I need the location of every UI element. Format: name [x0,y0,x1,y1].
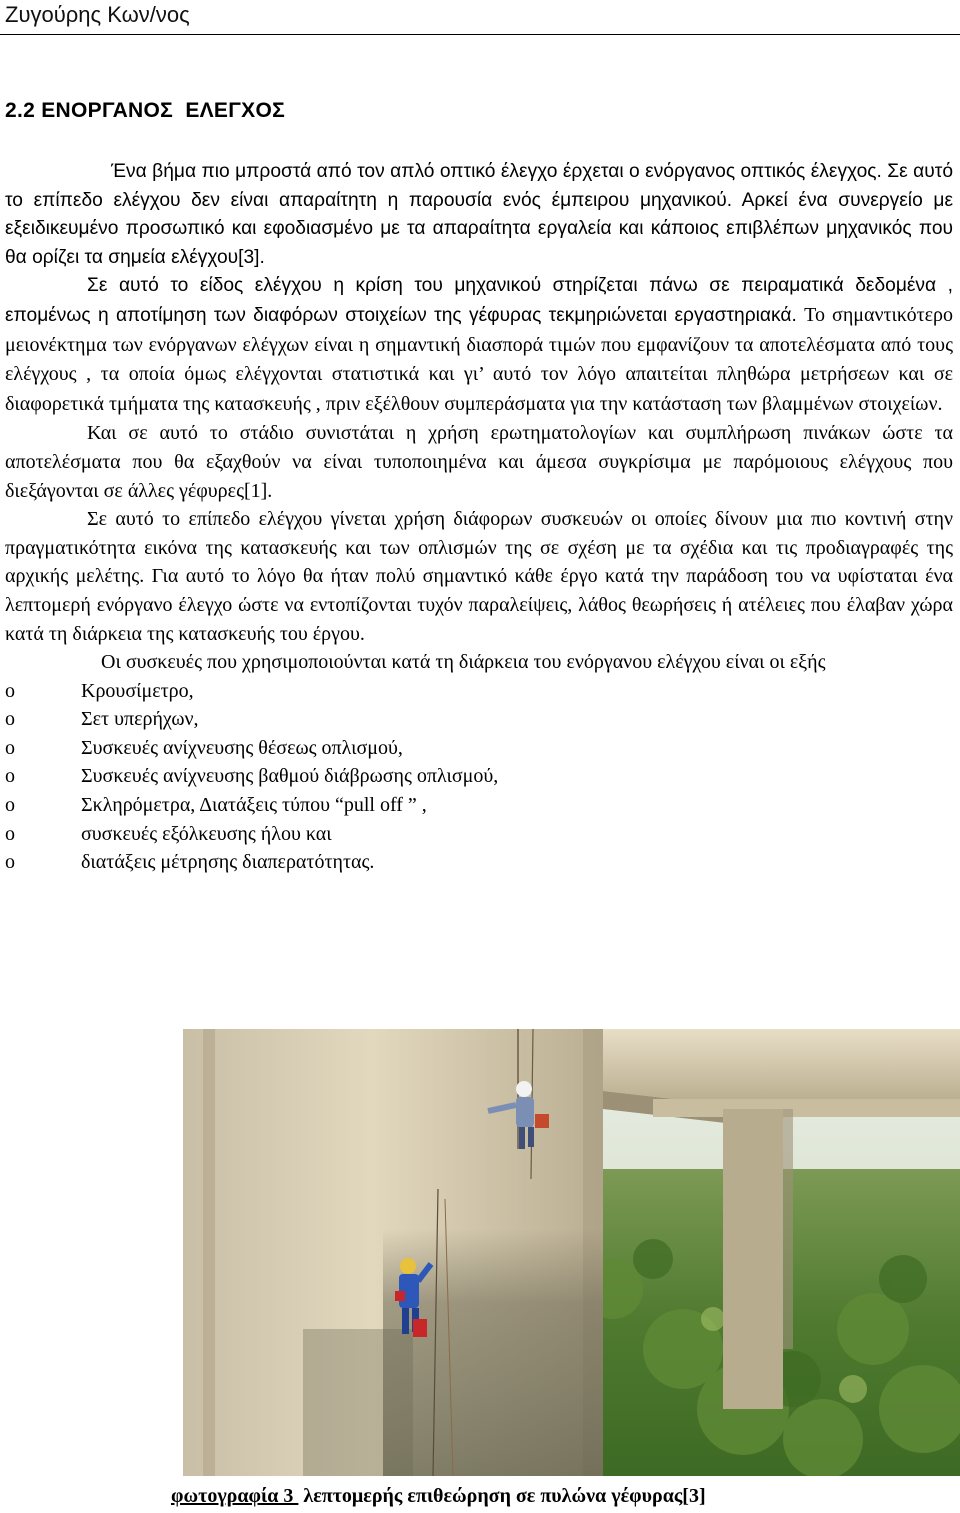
list-bullet: o [5,736,15,759]
list-item [5,677,953,706]
list-item [5,705,953,734]
list-item [5,734,953,763]
photo-caption [171,1485,706,1508]
photo-caption-label: φωτογραφία 3 [171,1485,299,1507]
document-body [5,158,953,877]
list-item-text: συσκευές εξόλκευσης ήλου και [81,822,332,845]
list-item [5,791,953,820]
list-item-text: διατάξεις μέτρησης διαπερατότητας. [81,851,375,874]
list-bullet: o [5,708,15,731]
paragraph-2-part-b: Το σημαντικότερο μειονέκτημα των ενόργανων ελέγχων είναι η σημαντική διασπορά τιμών που εμφανίζουν τα αποτελέσματα από τους ελέγχους , τα οποία όμως ελέγχονται στατιστικά και γι’ αυτό τον λόγο απαιτείται πληθώρα μετρήσεων και σε διαφορετικά τμήματα της κατασκευής , πριν εξέλθουν συμπεράσματα για την κατάσταση των βλαμμένων στοιχείων. [5,303,953,415]
list-bullet: o [5,765,15,788]
list-item-text: Κρουσίμετρο, [81,679,194,702]
list-item-text: Σετ υπερήχων, [81,708,199,731]
paragraph-2 [5,272,953,419]
page-header-author: Ζυγούρης Κων/νος [5,2,190,27]
paragraph-2-part-a: Σε αυτό το είδος ελέγχου η κρίση του μηχανικού στηρίζεται πάνω σε πειραματικά δεδομένα , επομένως η αποτίμηση των διαφόρων στοιχείων της γέφυρας τεκμηριώνεται εργαστηριακά. [5,275,953,326]
bridge-pylon-illustration [183,1029,960,1476]
device-list [5,677,953,877]
photo-caption-text: λεπτομερής επιθεώρηση σε πυλώνα γέφυρας[3] [298,1485,706,1507]
header-divider [0,34,960,35]
list-item-text: Συσκευές ανίχνευσης θέσεως οπλισμού, [81,736,403,759]
list-bullet: o [5,679,15,702]
paragraph-3: Και σε αυτό το στάδιο συνιστάται η χρήση ερωτηματολογίων και συμπλήρωση πινάκων ώστε τα αποτελέσματα που θα εξαχθούν να είναι τυποποιημένα και άμεσα συγκρίσιμα με παρόμοιους ελέγχους που διεξάγονται σε άλλες γέφυρες[1]. [5,422,953,502]
list-bullet: o [5,851,15,874]
list-item [5,848,953,877]
list-item [5,820,953,849]
paragraph-4: Σε αυτό το επίπεδο ελέγχου γίνεται χρήση διάφορων συσκευών οι οποίες δίνουν μια πιο κοντινή στην πραγματικότητα εικόνα της κατασκευής και των οπλισμών της σε σχέση με τα σχέδια και τις προδιαγραφές της αρχικής μελέτης. Για αυτό το λόγο θα ήταν πολύ σημαντικό κάθε έργο κατά την παράδοση του να υφίσταται ένα λεπτομερή ενόργανο έλεγχο ώστε να εντοπίζονται τυχόν παραλείψεις, λάθος θεωρήσεις ή ατέλειες που έλαβαν χώρα κατά τη διάρκεια της κατασκευής του έργου. [5,508,953,645]
list-item [5,762,953,791]
list-item-text: Συσκευές ανίχνευσης βαθμού διάβρωσης οπλισμού, [81,765,499,788]
list-bullet: o [5,794,15,817]
bridge-pylon-photo [183,1029,960,1476]
paragraph-5: Οι συσκευές που χρησιμοποιούνται κατά τη διάρκεια του ενόργανου ελέγχου είναι οι εξής [101,651,826,674]
list-item-text: Σκληρόμετρα, Διατάξεις τύπου “pull off ” , [81,794,427,817]
section-title: 2.2 ΕΝΟΡΓΑΝΟΣ ΕΛΕΓΧΟΣ [5,99,285,122]
list-bullet: o [5,822,15,845]
paragraph-1: Ένα βήμα πιο μπροστά από τον απλό οπτικό έλεγχο έρχεται ο ενόργανος οπτικός έλεγχος. Σε αυτό το επίπεδο ελέγχου δεν είναι απαραίτητη η παρουσία ενός έμπειρου μηχανικού. Αρκεί ένα συνεργείο με εξειδικευμένο προσωπικό και εφοδιασμένο με τα απαραίτητα εργαλεία και κάποιος επιβλέπων μηχανικός που θα ορίζει τα σημεία ελέγχου[3]. [5,161,953,268]
